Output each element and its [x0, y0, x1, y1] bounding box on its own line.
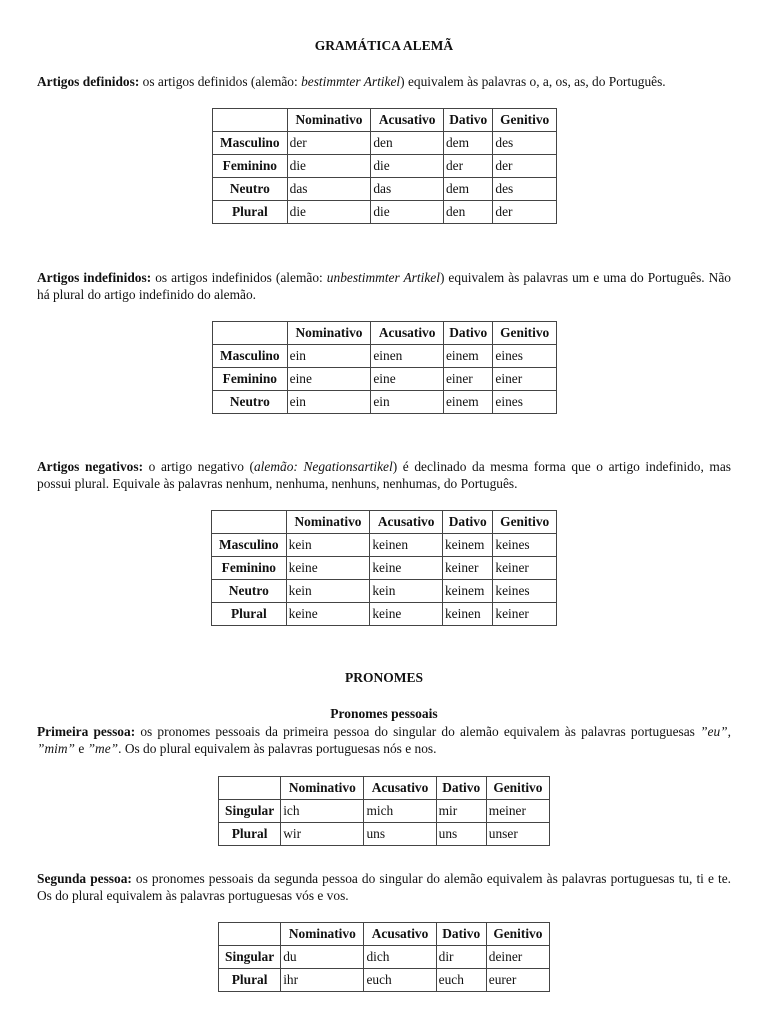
col-header: Dativo	[442, 511, 492, 534]
row-header: Plural	[212, 603, 287, 626]
table-cell: meiner	[486, 800, 549, 823]
row-header: Plural	[219, 823, 281, 846]
indefinite-text-before: os artigos indefinidos (alemão:	[151, 270, 327, 285]
table-header-row	[219, 777, 550, 800]
definite-text-after: ) equivalem às palavras o, a, os, as, do Português.	[400, 74, 666, 89]
corner-cell	[213, 109, 288, 132]
table-cell: eine	[287, 368, 371, 391]
table-row	[213, 155, 557, 178]
row-header: Masculino	[212, 534, 287, 557]
indefinite-term: unbestimmter Artikel	[326, 270, 440, 285]
table-row	[212, 603, 557, 626]
second-person-label: Segunda pessoa:	[37, 871, 132, 886]
table-cell: die	[287, 155, 371, 178]
col-header: Genitivo	[493, 109, 557, 132]
table-cell: uns	[436, 823, 486, 846]
col-header: Dativo	[443, 322, 492, 345]
table-row	[213, 132, 557, 155]
table-cell: dem	[443, 132, 492, 155]
table-cell: des	[493, 178, 557, 201]
col-header: Nominativo	[281, 777, 364, 800]
page-title: GRAMÁTICA ALEMÃ	[314, 38, 454, 53]
table-row	[213, 345, 557, 368]
row-header: Masculino	[213, 132, 288, 155]
first-person-text-after: . Os do plural equivalem às palavras portuguesas nós e nos.	[118, 741, 437, 756]
table-cell: ich	[281, 800, 364, 823]
col-header: Dativo	[443, 109, 492, 132]
table-cell: euch	[364, 969, 436, 992]
table-cell: den	[443, 201, 492, 224]
table-row	[212, 557, 557, 580]
negative-text-before: o artigo negativo (	[143, 459, 254, 474]
table-row	[219, 800, 550, 823]
table-row	[219, 969, 550, 992]
table-cell: die	[371, 201, 444, 224]
table-cell: kein	[286, 580, 370, 603]
col-header: Dativo	[436, 777, 486, 800]
table-cell: keine	[370, 557, 443, 580]
table-cell: keinem	[442, 580, 492, 603]
row-header: Neutro	[213, 178, 288, 201]
table-cell: keiner	[442, 557, 492, 580]
table-cell: unser	[486, 823, 549, 846]
table-row	[213, 201, 557, 224]
table-cell: keinem	[442, 534, 492, 557]
table-cell: kein	[370, 580, 443, 603]
table-cell: deiner	[486, 946, 549, 969]
col-header: Acusativo	[364, 923, 436, 946]
row-header: Masculino	[213, 345, 288, 368]
table-row	[219, 946, 550, 969]
col-header: Nominativo	[286, 511, 370, 534]
table-cell: des	[493, 132, 557, 155]
table-definite-articles	[212, 108, 557, 224]
table-cell: einen	[371, 345, 444, 368]
table-cell: der	[493, 201, 557, 224]
row-header: Plural	[219, 969, 281, 992]
table-cell: dem	[443, 178, 492, 201]
table-cell: wir	[281, 823, 364, 846]
table-cell: eurer	[486, 969, 549, 992]
table-row	[213, 178, 557, 201]
table-cell: keine	[370, 603, 443, 626]
negative-text-after: ) é declinado da mesma forma que o artigo indefinido, mas possui plural. Equivale às palavras nenhum, nenhuma, nenhuns, nenhumas, do Português.	[37, 459, 731, 491]
table-cell: euch	[436, 969, 486, 992]
table-header-row	[212, 511, 557, 534]
table-cell: keinen	[370, 534, 443, 557]
col-header: Acusativo	[364, 777, 436, 800]
negative-term: alemão: Negationsartikel	[253, 459, 393, 474]
corner-cell	[213, 322, 288, 345]
section-title-pronomes: PRONOMES	[344, 670, 423, 685]
row-header: Neutro	[213, 391, 288, 414]
corner-cell	[219, 923, 281, 946]
table-cell: das	[287, 178, 371, 201]
table-row	[212, 534, 557, 557]
paragraph-negative-articles	[37, 458, 731, 492]
table-cell: der	[493, 155, 557, 178]
table-cell: das	[371, 178, 444, 201]
table-header-row	[213, 109, 557, 132]
row-header: Feminino	[213, 368, 288, 391]
table-row	[212, 580, 557, 603]
first-person-sep2: e	[74, 741, 88, 756]
subsection-title-pronomes-pessoais: Pronomes pessoais	[330, 706, 438, 721]
col-header: Dativo	[436, 923, 486, 946]
table-cell: dir	[436, 946, 486, 969]
corner-cell	[219, 777, 281, 800]
col-header: Genitivo	[493, 322, 557, 345]
paragraph-definite-articles	[37, 73, 731, 90]
table-header-row	[213, 322, 557, 345]
second-person-text: os pronomes pessoais da segunda pessoa do singular do alemão equivalem às palavras portuguesas tu, ti e te. Os do plural equivalem às palavras portuguesas vós e vos.	[37, 871, 731, 903]
col-header: Nominativo	[287, 322, 371, 345]
table-cell: ein	[371, 391, 444, 414]
definite-term: bestimmter Artikel	[301, 74, 401, 89]
table-cell: keiner	[493, 603, 557, 626]
first-person-sep1: ,	[727, 724, 731, 739]
indefinite-text-after: ) equivalem às palavras um e uma do Português. Não há plural do artigo indefinido do alemão.	[37, 270, 731, 302]
definite-label: Artigos definidos:	[37, 74, 140, 89]
table-cell: eines	[493, 345, 557, 368]
table-cell: einer	[493, 368, 557, 391]
col-header: Genitivo	[486, 777, 549, 800]
first-person-label: Primeira pessoa:	[37, 724, 136, 739]
definite-text-before: os artigos definidos (alemão:	[139, 74, 302, 89]
row-header: Neutro	[212, 580, 287, 603]
table-cell: keines	[493, 580, 557, 603]
indefinite-label: Artigos indefinidos:	[37, 270, 152, 285]
table-cell: mir	[436, 800, 486, 823]
col-header: Genitivo	[486, 923, 549, 946]
col-header: Acusativo	[371, 109, 444, 132]
table-cell: keine	[286, 603, 370, 626]
table-cell: der	[287, 132, 371, 155]
table-cell: keine	[286, 557, 370, 580]
table-indefinite-articles	[212, 321, 557, 414]
table-cell: eines	[493, 391, 557, 414]
table-cell: keiner	[493, 557, 557, 580]
first-person-q3: ”me”	[87, 741, 119, 756]
table-cell: die	[287, 201, 371, 224]
table-cell: mich	[364, 800, 436, 823]
table-cell: ein	[287, 345, 371, 368]
table-second-person	[218, 922, 550, 992]
col-header: Nominativo	[287, 109, 371, 132]
table-cell: ihr	[281, 969, 364, 992]
col-header: Genitivo	[493, 511, 557, 534]
table-cell: ein	[287, 391, 371, 414]
table-first-person	[218, 776, 550, 846]
col-header: Acusativo	[371, 322, 444, 345]
table-header-row	[219, 923, 550, 946]
corner-cell	[212, 511, 287, 534]
first-person-text-before: os pronomes pessoais da primeira pessoa do singular do alemão equivalem às palavras portuguesas	[135, 724, 701, 739]
paragraph-first-person	[37, 723, 731, 757]
row-header: Feminino	[213, 155, 288, 178]
table-cell: kein	[286, 534, 370, 557]
table-cell: der	[443, 155, 492, 178]
negative-label: Artigos negativos:	[37, 459, 144, 474]
table-cell: einem	[443, 345, 492, 368]
table-cell: du	[281, 946, 364, 969]
first-person-q1: ”eu”	[700, 724, 728, 739]
table-negative-articles	[211, 510, 557, 626]
table-row	[219, 823, 550, 846]
paragraph-second-person	[37, 870, 731, 904]
paragraph-indefinite-articles	[37, 269, 731, 303]
table-cell: dich	[364, 946, 436, 969]
row-header: Singular	[219, 800, 281, 823]
table-cell: den	[371, 132, 444, 155]
table-cell: eine	[371, 368, 444, 391]
table-cell: keines	[493, 534, 557, 557]
table-cell: uns	[364, 823, 436, 846]
row-header: Feminino	[212, 557, 287, 580]
col-header: Acusativo	[370, 511, 443, 534]
table-cell: keinen	[442, 603, 492, 626]
first-person-q2: ”mim”	[37, 741, 75, 756]
table-row	[213, 368, 557, 391]
col-header: Nominativo	[281, 923, 364, 946]
table-cell: einem	[443, 391, 492, 414]
table-cell: einer	[443, 368, 492, 391]
table-cell: die	[371, 155, 444, 178]
row-header: Plural	[213, 201, 288, 224]
table-row	[213, 391, 557, 414]
row-header: Singular	[219, 946, 281, 969]
